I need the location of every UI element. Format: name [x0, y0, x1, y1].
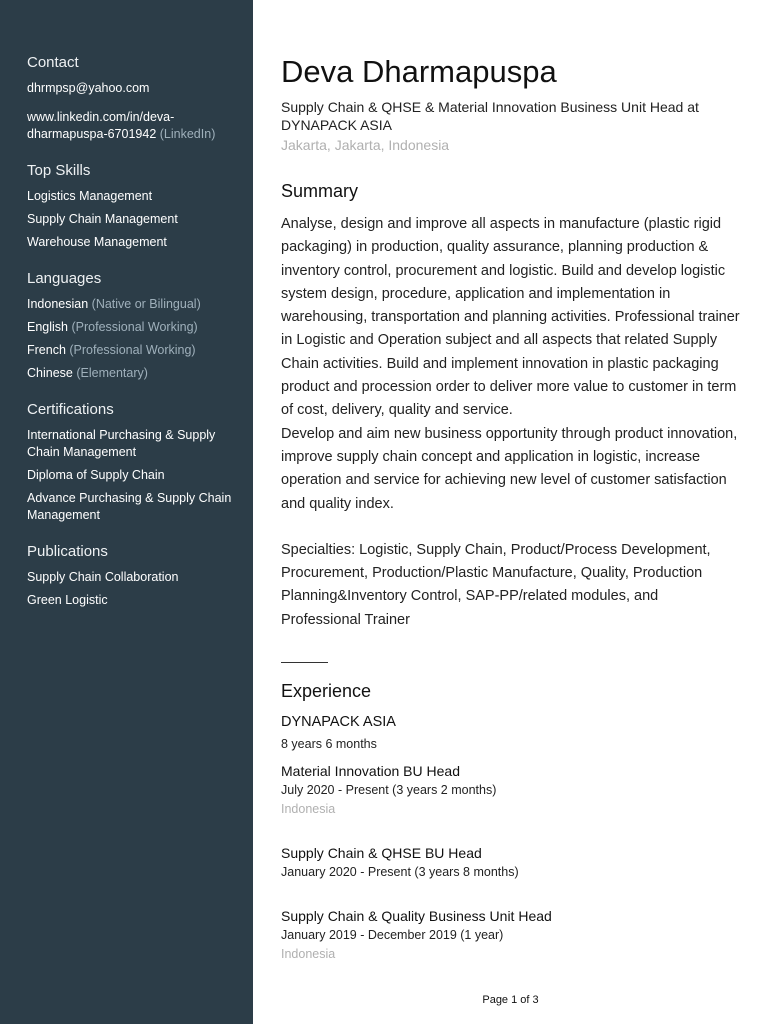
- main-content: [253, 0, 768, 1024]
- role-dates: January 2019 - December 2019 (1 year): [281, 928, 504, 943]
- language-item: [27, 296, 243, 313]
- role-dates: July 2020 - Present (3 years 2 months): [281, 783, 497, 798]
- experience-role: [281, 907, 740, 962]
- certifications-heading: Certifications: [27, 401, 114, 418]
- summary-paragraph: Develop and aim new business opportunity through product innovation, improve supply chain concept and application in logistic, increase operation and service for achieving new level of customer satisfaction and quality index.: [281, 425, 738, 512]
- company-duration: 8 years 6 months: [281, 737, 377, 752]
- summary-paragraph: Analyse, design and improve all aspects in manufacture (plastic rigid packaging) in production, quality assurance, planning production & inventory control, procurement and logistic. Build and develop logistic system design, procedure, application and implementation in warehousing, transportation and planning activities. Professional trainer in Logistic and Operation subject and all aspects that related Supply Chain activities. Build and implement innovation in plastic packaging product and procession order to deliver more value to customer in term of cost, delivery, quality and service.: [281, 216, 740, 419]
- publications-section: [27, 543, 243, 609]
- language-level: (Professional Working): [69, 343, 196, 357]
- language-name: English: [27, 320, 68, 334]
- language-name: Indonesian: [27, 297, 89, 311]
- summary-heading: Summary: [281, 181, 359, 201]
- contact-linkedin[interactable]: [27, 109, 243, 143]
- certification-item: Advance Purchasing & Supply Chain Management: [27, 491, 232, 522]
- skill-item: Logistics Management: [27, 189, 153, 203]
- summary-gap: [281, 516, 740, 539]
- language-name: French: [27, 343, 66, 357]
- linkedin-url[interactable]: www.linkedin.com/in/deva-dharmapuspa-6701942: [27, 110, 175, 141]
- skill-item: Supply Chain Management: [27, 212, 178, 226]
- contact-section: [27, 54, 243, 143]
- role-location: Indonesia: [281, 802, 336, 817]
- experience-role: [281, 762, 740, 817]
- language-name: Chinese: [27, 366, 73, 380]
- language-level: (Native or Bilingual): [91, 297, 201, 311]
- language-level: (Elementary): [76, 366, 148, 380]
- certifications-section: [27, 401, 243, 524]
- summary-specialties: Specialties: Logistic, Supply Chain, Product/Process Development, Procurement, Production/Plastic Manufacture, Quality, Production Planning&Inventory Control, SAP-PP/related modules, and Professional Trainer: [281, 541, 711, 628]
- role-title: Material Innovation BU Head: [281, 763, 460, 780]
- contact-email[interactable]: dhrmpsp@yahoo.com: [27, 81, 150, 95]
- person-name: Deva Dharmapuspa: [281, 54, 557, 89]
- skill-item: Warehouse Management: [27, 235, 167, 249]
- role-title: Supply Chain & Quality Business Unit Head: [281, 908, 552, 925]
- headline: Supply Chain & QHSE & Material Innovation Business Unit Head at DYNAPACK ASIA: [281, 99, 699, 133]
- role-dates: January 2020 - Present (3 years 8 months): [281, 865, 519, 880]
- linkedin-label: (LinkedIn): [159, 127, 216, 141]
- sidebar: [0, 0, 253, 1024]
- language-item: [27, 342, 243, 359]
- publication-item: Green Logistic: [27, 593, 108, 607]
- experience-heading: Experience: [281, 681, 372, 702]
- language-level: (Professional Working): [71, 320, 198, 334]
- contact-heading: Contact: [27, 54, 79, 71]
- section-divider: [281, 662, 328, 663]
- languages-section: [27, 270, 243, 382]
- skills-heading: Top Skills: [27, 162, 91, 179]
- publications-heading: Publications: [27, 543, 108, 560]
- experience-role: [281, 844, 740, 880]
- location: Jakarta, Jakarta, Indonesia: [281, 137, 450, 153]
- role-location: Indonesia: [281, 947, 336, 962]
- certification-item: International Purchasing & Supply Chain Management: [27, 428, 216, 459]
- language-item: [27, 365, 243, 382]
- role-title: Supply Chain & QHSE BU Head: [281, 845, 482, 862]
- certification-item: Diploma of Supply Chain: [27, 468, 165, 482]
- publication-item: Supply Chain Collaboration: [27, 570, 179, 584]
- language-item: [27, 319, 243, 336]
- languages-heading: Languages: [27, 270, 102, 287]
- company-name: DYNAPACK ASIA: [281, 714, 396, 731]
- skills-section: [27, 162, 243, 251]
- page-number: Page 1 of 3: [482, 994, 539, 1006]
